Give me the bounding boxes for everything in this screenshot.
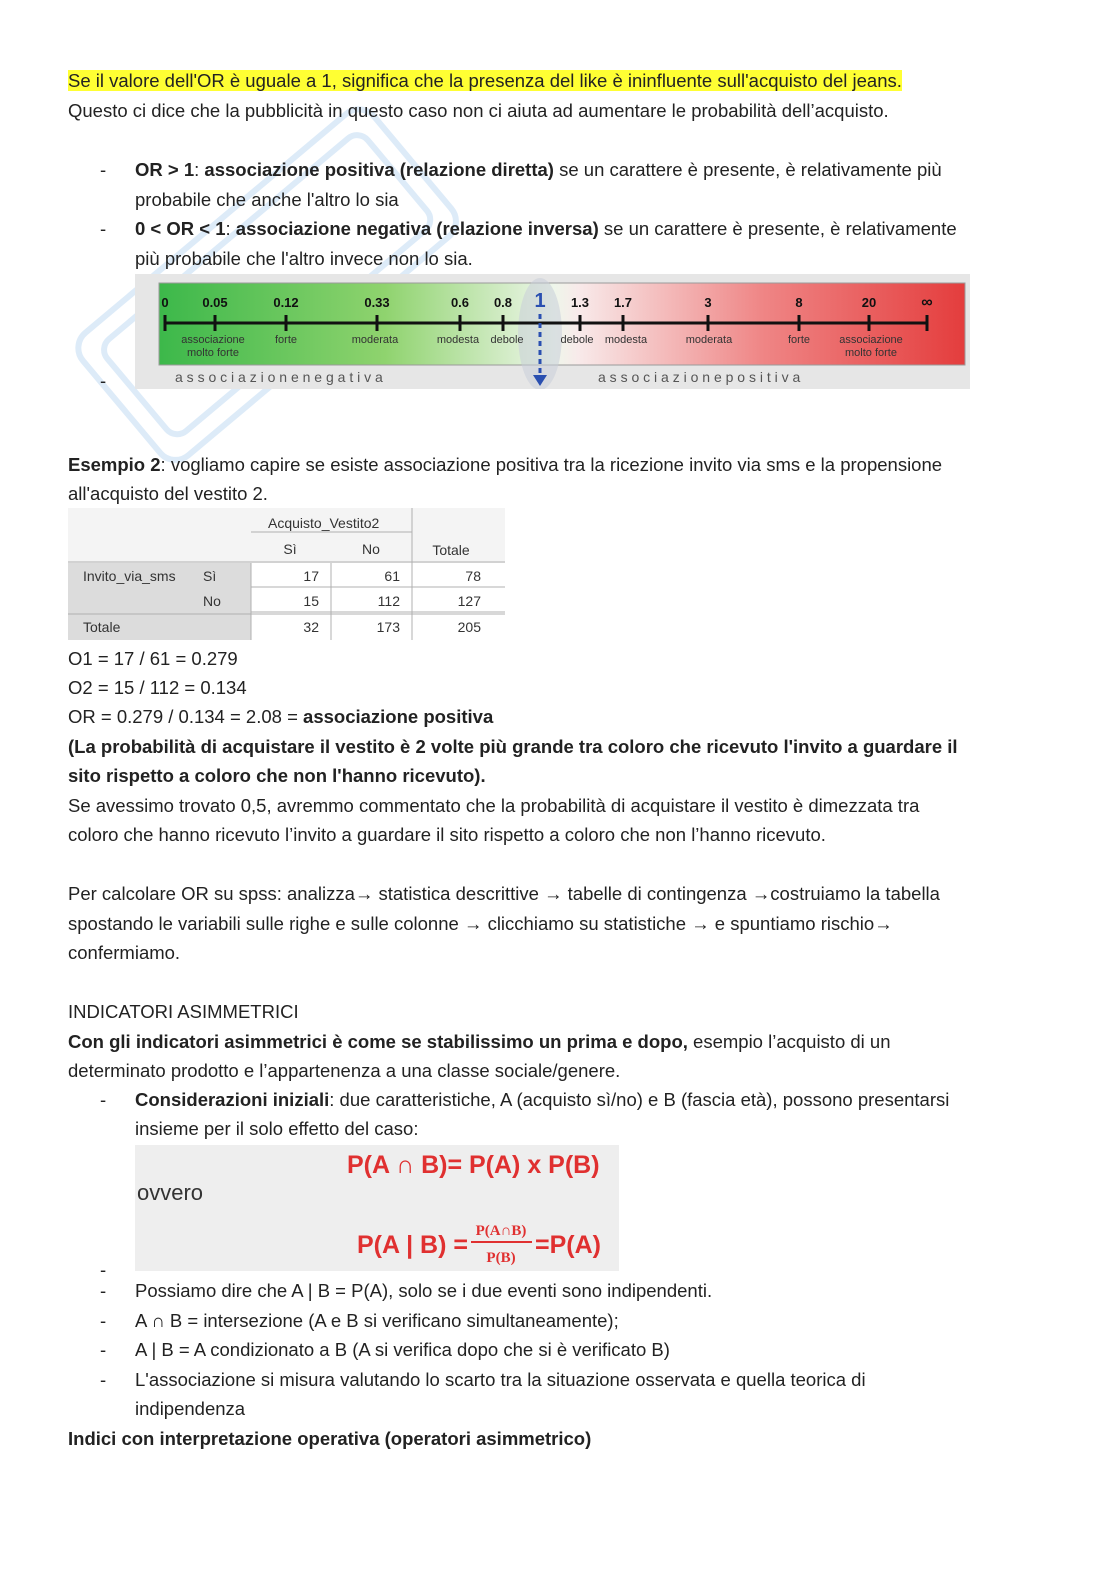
row-header-totale: Totale — [83, 619, 121, 635]
scale-label: modesta — [436, 334, 480, 346]
tick-label: 8 — [795, 295, 803, 310]
tick-label: 0 — [161, 295, 169, 310]
formula-intersection: P(A ∩ B)= P(A) x P(B) — [347, 1151, 600, 1179]
asymmetric-intro-cont: determinato prodotto e l’appartenenza a una classe sociale/genere. — [68, 1060, 621, 1081]
scale-label: forte — [274, 334, 298, 346]
row-header-si: Sì — [203, 568, 217, 584]
tick-label: 0.12 — [273, 295, 299, 310]
list-item: A ∩ B = intersezione (A e B si verificano simultaneamente); — [135, 1310, 619, 1331]
odds-ratio-scale-figure — [135, 274, 970, 389]
formula-ovvero: ovvero — [137, 1180, 204, 1205]
list-item-cont: indipendenza — [135, 1398, 246, 1419]
table-cell: 78 — [465, 568, 481, 584]
scale-negative-caption: a s s o c i a z i o n e n e g a t i v a — [175, 369, 383, 385]
table-cell: 205 — [457, 619, 481, 635]
tick-label: 20 — [861, 295, 877, 310]
table-cell: 61 — [384, 568, 400, 584]
paragraph-or-equal-one: Se il valore dell'OR è uguale a 1, significa che la presenza del like è ininfluente sull'acquisto del jeans. — [68, 70, 902, 91]
tick-label: ∞ — [921, 294, 933, 311]
paragraph-advertising: Questo ci dice che la pubblicità in questo caso non ci aiuta ad aumentare le probabilità dell’acquisto. — [68, 100, 889, 121]
tick-label: 1.3 — [570, 295, 590, 310]
half-paragraph: Se avessimo trovato 0,5, avremmo commentato che la probabilità di acquistare il vestito è dimezzata tra — [68, 795, 920, 816]
scale-label: molto forte — [845, 347, 897, 359]
tick-label: 0.8 — [493, 295, 513, 310]
calc-or: OR = 0.279 / 0.134 = 2.08 = associazione positiva — [68, 706, 494, 727]
bullet-marker: - — [100, 1310, 107, 1331]
scale-label: associazione — [839, 334, 903, 346]
bullet-positive-association-cont: probabile che anche l'altro lo sia — [135, 189, 399, 210]
bullet-marker: - — [100, 1339, 107, 1360]
contingency-table — [68, 508, 505, 640]
bullet-marker: - — [100, 1280, 107, 1301]
spss-instructions-cont: spostando le variabili sulle righe e sulle colonne → clicchiamo su statistiche → e spuntiamo rischio→ — [68, 913, 893, 934]
bullet-marker: - — [100, 1089, 107, 1110]
list-item: L'associazione si misura valutando lo scarto tra la situazione osservata e quella teorica di — [135, 1369, 866, 1390]
scale-label: debole — [560, 334, 594, 346]
table-cell: 127 — [457, 593, 481, 609]
scale-label: moderata — [351, 334, 399, 346]
spss-instructions: Per calcolare OR su spss: analizza→ statistica descrittive → tabelle di contingenza →costruiamo la tabella — [68, 883, 940, 904]
tick-label: 3 — [704, 295, 712, 310]
bullet-marker: - — [100, 1369, 107, 1390]
row-header-no: No — [203, 593, 221, 609]
scale-label: modesta — [604, 334, 648, 346]
tick-label-one: 1 — [534, 290, 546, 312]
formula-conditional-right: =P(A) — [535, 1231, 601, 1259]
bullet-negative-association: 0 < OR < 1: associazione negativa (relazione inversa) se un carattere è presente, è relativamente — [135, 218, 957, 239]
row-variable-header: Invito_via_sms — [83, 568, 176, 584]
bullet-initial-considerations: Considerazioni iniziali: due caratteristiche, A (acquisto sì/no) e B (fascia età), possono presentarsi — [135, 1089, 950, 1110]
asymmetric-intro: Con gli indicatori asimmetrici è come se stabilissimo un prima e dopo, esempio l’acquisto di un — [68, 1031, 891, 1052]
scale-label: debole — [490, 334, 524, 346]
scale-label: forte — [787, 334, 811, 346]
example-2-intro: Esempio 2: vogliamo capire se esiste associazione positiva tra la ricezione invito via sms e la propensione — [68, 454, 943, 475]
list-item: A | B = A condizionato a B (A si verifica dopo che si è verificato B) — [135, 1339, 670, 1360]
half-paragraph-cont: coloro che hanno ricevuto l’invito a guardare il sito rispetto a coloro che non l’hanno ricevuto. — [68, 824, 826, 845]
formula-denominator: P(B) — [486, 1250, 516, 1266]
table-cell: 17 — [303, 568, 319, 584]
tick-label: 0.05 — [202, 295, 228, 310]
tick-label: 1.7 — [613, 295, 633, 310]
bullet-marker: - — [100, 159, 107, 180]
bullet-negative-association-cont: più probabile che l'altro invece non lo sia. — [135, 248, 473, 269]
bullet-marker: - — [100, 370, 107, 391]
table-cell: 32 — [303, 619, 319, 635]
section-title-asymmetric: INDICATORI ASIMMETRICI — [68, 1001, 299, 1022]
interpretation-cont: sito rispetto a coloro che non l'hanno ricevuto). — [68, 765, 486, 786]
scale-label: moderata — [685, 334, 733, 346]
operative-indices-heading: Indici con interpretazione operativa (operatori asimmetrico) — [68, 1428, 592, 1449]
bullet-positive-association: OR > 1: associazione positiva (relazione diretta) se un carattere è presente, è relativamente più — [135, 159, 942, 180]
table-cell: 173 — [376, 619, 400, 635]
column-header-totale: Totale — [432, 542, 470, 558]
calc-o1: O1 = 17 / 61 = 0.279 — [68, 648, 238, 669]
column-header-si: Sì — [283, 541, 297, 557]
list-item: Possiamo dire che A | B = P(A), solo se i due eventi sono indipendenti. — [135, 1280, 713, 1301]
column-header-no: No — [362, 541, 380, 557]
calc-o2: O2 = 15 / 112 = 0.134 — [68, 677, 247, 698]
tick-label: 0.6 — [450, 295, 470, 310]
scale-label: molto forte — [187, 347, 239, 359]
bullet-marker: - — [100, 218, 107, 239]
example-2-intro-cont: all'acquisto del vestito 2. — [68, 483, 268, 504]
bullet-initial-considerations-cont: insieme per il solo effetto del caso: — [135, 1118, 419, 1139]
bullet-marker: - — [100, 1259, 107, 1280]
scale-label: associazione — [181, 334, 245, 346]
table-cell: 112 — [377, 593, 400, 609]
scale-positive-caption: a s s o c i a z i o n e p o s i t i v a — [598, 369, 801, 385]
column-variable-header: Acquisto_Vestito2 — [268, 515, 380, 531]
probability-formula-figure — [135, 1145, 619, 1271]
spss-instructions-end: confermiamo. — [68, 942, 181, 963]
formula-conditional-left: P(A | B) = — [357, 1231, 468, 1259]
interpretation: (La probabilità di acquistare il vestito è 2 volte più grande tra coloro che ricevuto l'invito a guardare il — [68, 736, 958, 757]
table-cell: 15 — [303, 593, 319, 609]
tick-label: 0.33 — [364, 295, 390, 310]
formula-numerator: P(A∩B) — [475, 1223, 527, 1239]
